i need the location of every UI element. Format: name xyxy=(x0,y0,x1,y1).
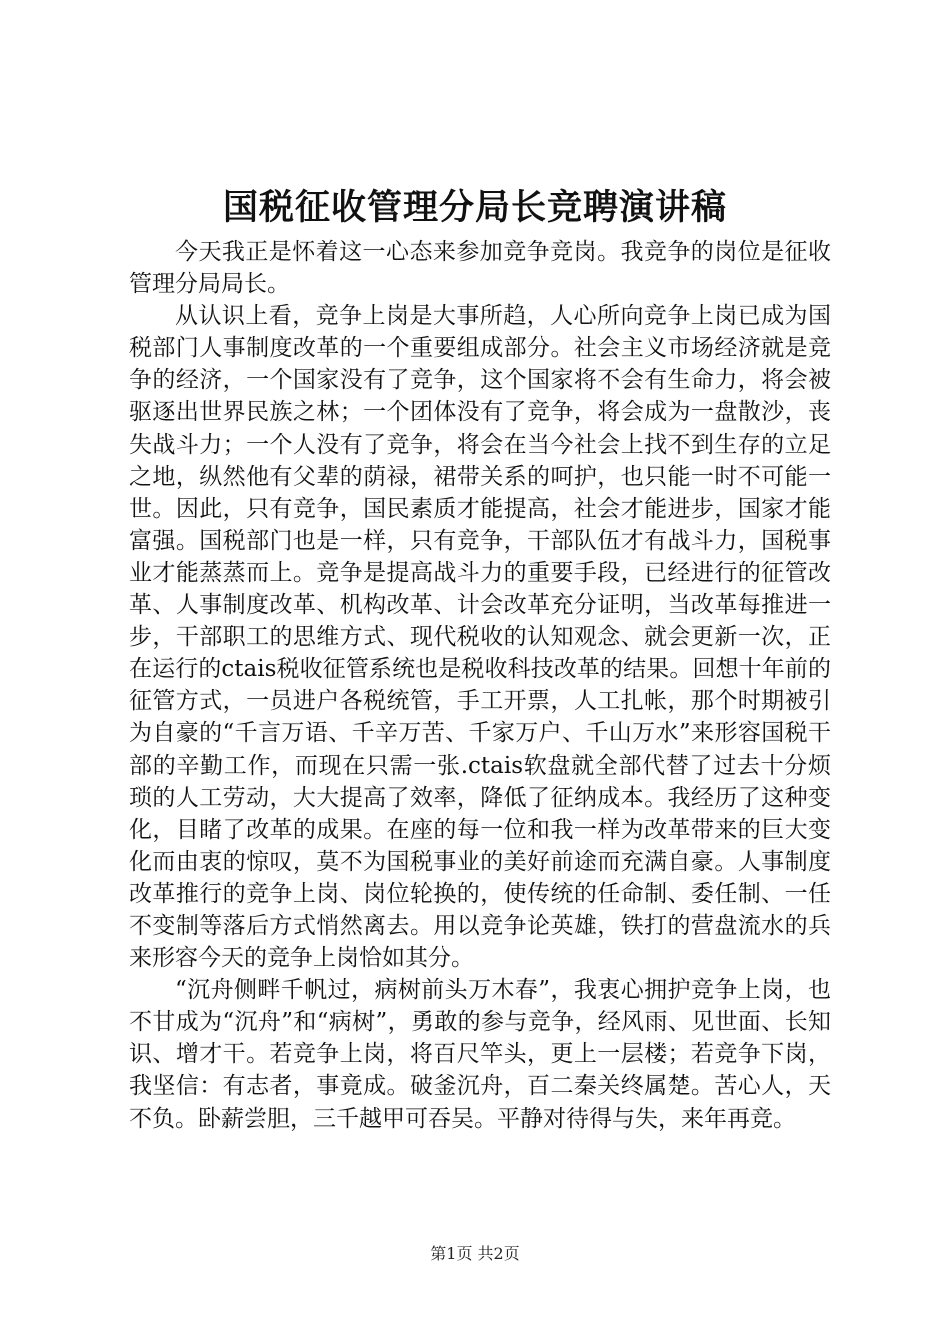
page-number-footer: 第1页 共2页 xyxy=(430,1244,520,1263)
document-title: 国税征收管理分局长竞聘演讲稿 xyxy=(222,187,727,228)
paragraph-3: “沉舟侧畔千帆过，病树前头万木春”，我衷心拥护竞争上岗，也不甘成为“沉舟”和“病树”，勇敢的参与竞争，经风雨、见世面、长知识、增才干。若竞争上岗，将百尺竿头，更上一层楼；若竞争下岗，我坚信：有志者，事竟成。破釜沉舟，百二秦关终属楚。苦心人，天不负。卧薪尝胆，三千越甲可吞吴。平静对待得与失，来年再竞。 xyxy=(129,977,831,1132)
document-body xyxy=(129,236,831,1135)
paragraph-1: 今天我正是怀着这一心态来参加竞争竞岗。我竞争的岗位是征收管理分局局长。 xyxy=(129,239,831,298)
paragraph-2: 从认识上看，竞争上岗是大事所趋，人心所向竞争上岗已成为国税部门人事制度改革的一个重要组成部分。社会主义市场经济就是竞争的经济，一个国家没有了竞争，这个国家将不会有生命力，将会被驱逐出世界民族之林；一个团体没有了竞争，将会成为一盘散沙，丧失战斗力；一个人没有了竞争，将会在当今社会上找不到生存的立足之地，纵然他有父辈的荫禄，裙带关系的呵护，也只能一时不可能一世。因此，只有竞争，国民素质才能提高，社会才能进步，国家才能富强。国税部门也是一样，只有竞争，干部队伍才有战斗力，国税事业才能蒸蒸而上。竞争是提高战斗力的重要手段，已经进行的征管改革、人事制度改革、机构改革、计会改革充分证明，当改革每推进一步，干部职工的思维方式、现代税收的认知观念、就会更新一次，正在运行的ctais税收征管系统也是税收科技改革的结果。回想十年前的征管方式，一员进户各税统管，手工开票，人工扎帐，那个时期被引为自豪的“千言万语、千辛万苦、千家万户、千山万水”来形容国税干部的辛勤工作，而现在只需一张.ctais软盘就全部代替了过去十分烦琐的人工劳动，大大提高了效率，降低了征纳成本。我经历了这种变化，目睹了改革的成果。在座的每一位和我一样为改革带来的巨大变化而由衷的惊叹，莫不为国税事业的美好前途而充满自豪。人事制度改革推行的竞争上岗、岗位轮换的，使传统的任命制、委任制、一任不变制等落后方式悄然离去。用以竞争论英雄，铁打的营盘流水的兵来形容今天的竞争上岗恰如其分。 xyxy=(129,303,831,972)
